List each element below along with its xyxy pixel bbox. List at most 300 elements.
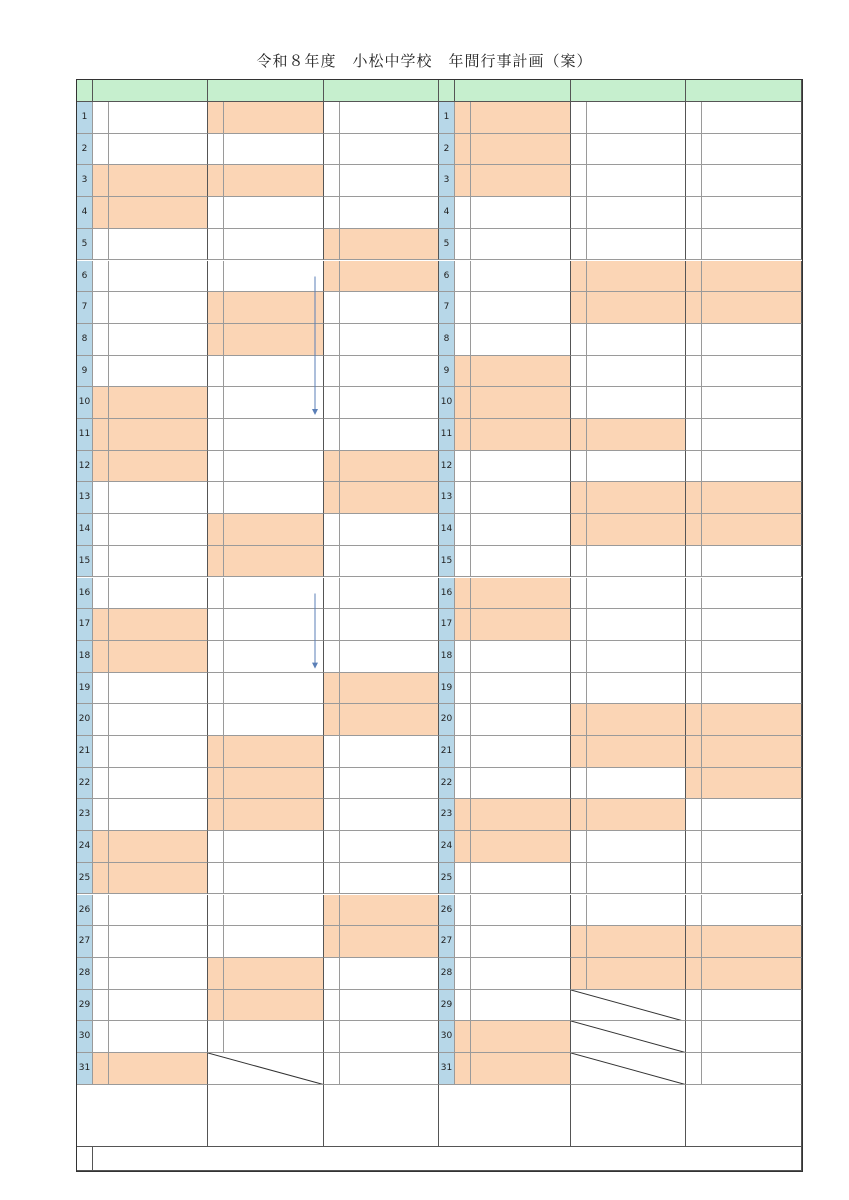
day-number: 4 bbox=[77, 197, 93, 229]
day-number: 13 bbox=[77, 482, 93, 514]
event-cell[interactable] bbox=[224, 673, 324, 705]
day-number: 1 bbox=[439, 102, 455, 134]
event-cell[interactable] bbox=[340, 451, 439, 483]
event-cell[interactable] bbox=[109, 387, 208, 419]
event-cell[interactable] bbox=[340, 134, 439, 166]
event-cell[interactable] bbox=[587, 863, 686, 895]
day-number: 3 bbox=[439, 165, 455, 197]
event-cell[interactable] bbox=[109, 482, 208, 514]
event-cell[interactable] bbox=[340, 704, 439, 736]
event-cell[interactable] bbox=[224, 387, 324, 419]
event-cell[interactable] bbox=[471, 451, 571, 483]
event-cell[interactable] bbox=[224, 768, 324, 800]
day-number: 5 bbox=[439, 229, 455, 261]
weekday-label bbox=[686, 831, 702, 863]
weekday-label bbox=[571, 895, 587, 927]
event-cell[interactable] bbox=[471, 926, 571, 958]
event-cell[interactable] bbox=[109, 926, 208, 958]
day-number: 17 bbox=[439, 609, 455, 641]
event-cell[interactable] bbox=[109, 356, 208, 388]
event-cell[interactable] bbox=[471, 387, 571, 419]
event-cell[interactable] bbox=[224, 102, 324, 134]
event-cell[interactable] bbox=[224, 324, 324, 356]
event-cell[interactable] bbox=[587, 768, 686, 800]
weekday-label bbox=[324, 736, 340, 768]
event-cell[interactable] bbox=[224, 292, 324, 324]
event-cell[interactable] bbox=[702, 704, 802, 736]
weekday-label bbox=[208, 578, 224, 610]
weekday-label bbox=[93, 451, 109, 483]
event-cell[interactable] bbox=[702, 261, 802, 293]
day-number: 19 bbox=[77, 673, 93, 705]
event-cell[interactable] bbox=[471, 831, 571, 863]
weekday-label bbox=[455, 831, 471, 863]
day-number: 26 bbox=[439, 895, 455, 927]
weekday-label bbox=[93, 324, 109, 356]
day-number: 13 bbox=[439, 482, 455, 514]
event-cell[interactable] bbox=[340, 102, 439, 134]
event-cell[interactable] bbox=[471, 197, 571, 229]
event-cell[interactable] bbox=[471, 704, 571, 736]
event-cell[interactable] bbox=[587, 831, 686, 863]
weekday-label bbox=[571, 514, 587, 546]
weekday-label bbox=[686, 641, 702, 673]
weekday-label bbox=[93, 261, 109, 293]
event-cell[interactable] bbox=[109, 863, 208, 895]
weekday-label bbox=[324, 990, 340, 1022]
empty-day-cell bbox=[208, 1053, 324, 1085]
event-cell[interactable] bbox=[340, 641, 439, 673]
weekday-label bbox=[686, 229, 702, 261]
event-cell[interactable] bbox=[587, 197, 686, 229]
event-cell[interactable] bbox=[340, 387, 439, 419]
event-cell[interactable] bbox=[471, 134, 571, 166]
event-cell[interactable] bbox=[340, 324, 439, 356]
event-cell[interactable] bbox=[471, 578, 571, 610]
event-cell[interactable] bbox=[109, 102, 208, 134]
notes-row[interactable] bbox=[93, 1147, 802, 1171]
event-cell[interactable] bbox=[340, 895, 439, 927]
event-cell[interactable] bbox=[109, 197, 208, 229]
event-cell[interactable] bbox=[340, 165, 439, 197]
event-cell[interactable] bbox=[471, 1021, 571, 1053]
day-number: 8 bbox=[77, 324, 93, 356]
weekday-label bbox=[208, 673, 224, 705]
weekday-label bbox=[686, 261, 702, 293]
event-cell[interactable] bbox=[702, 356, 802, 388]
weekday-label bbox=[571, 102, 587, 134]
day-number: 7 bbox=[439, 292, 455, 324]
day-number: 25 bbox=[77, 863, 93, 895]
event-cell[interactable] bbox=[471, 736, 571, 768]
event-cell[interactable] bbox=[702, 1053, 802, 1085]
event-cell[interactable] bbox=[109, 165, 208, 197]
event-cell[interactable] bbox=[224, 482, 324, 514]
weekday-label bbox=[455, 863, 471, 895]
event-cell[interactable] bbox=[340, 990, 439, 1022]
event-cell[interactable] bbox=[109, 990, 208, 1022]
event-cell[interactable] bbox=[471, 292, 571, 324]
event-cell[interactable] bbox=[224, 578, 324, 610]
day-number: 30 bbox=[77, 1021, 93, 1053]
weekday-label bbox=[93, 863, 109, 895]
weekday-label bbox=[324, 1021, 340, 1053]
event-cell[interactable] bbox=[340, 768, 439, 800]
event-cell[interactable] bbox=[702, 229, 802, 261]
weekday-label bbox=[686, 799, 702, 831]
event-cell[interactable] bbox=[587, 799, 686, 831]
event-cell[interactable] bbox=[471, 324, 571, 356]
event-cell[interactable] bbox=[340, 261, 439, 293]
event-cell[interactable] bbox=[224, 609, 324, 641]
event-cell[interactable] bbox=[587, 578, 686, 610]
event-cell[interactable] bbox=[587, 292, 686, 324]
weekday-label bbox=[455, 546, 471, 578]
event-cell[interactable] bbox=[109, 578, 208, 610]
event-cell[interactable] bbox=[471, 895, 571, 927]
event-cell[interactable] bbox=[471, 514, 571, 546]
event-cell[interactable] bbox=[587, 387, 686, 419]
weekday-label bbox=[686, 768, 702, 800]
event-cell[interactable] bbox=[471, 609, 571, 641]
weekday-label bbox=[455, 451, 471, 483]
day-number: 14 bbox=[77, 514, 93, 546]
event-cell[interactable] bbox=[224, 451, 324, 483]
weekday-label bbox=[208, 768, 224, 800]
day-number: 28 bbox=[77, 958, 93, 990]
event-cell[interactable] bbox=[224, 958, 324, 990]
event-cell[interactable] bbox=[471, 546, 571, 578]
event-cell[interactable] bbox=[109, 895, 208, 927]
event-cell[interactable] bbox=[471, 165, 571, 197]
event-cell[interactable] bbox=[702, 673, 802, 705]
weekday-label bbox=[324, 261, 340, 293]
day-number: 15 bbox=[439, 546, 455, 578]
event-cell[interactable] bbox=[587, 704, 686, 736]
weekday-label bbox=[324, 704, 340, 736]
weekday-label bbox=[686, 102, 702, 134]
weekday-label bbox=[324, 324, 340, 356]
event-cell[interactable] bbox=[702, 799, 802, 831]
event-cell[interactable] bbox=[587, 419, 686, 451]
day-number: 11 bbox=[439, 419, 455, 451]
event-cell[interactable] bbox=[587, 482, 686, 514]
event-cell[interactable] bbox=[109, 673, 208, 705]
event-cell[interactable] bbox=[587, 958, 686, 990]
event-cell[interactable] bbox=[587, 165, 686, 197]
day-number: 29 bbox=[77, 990, 93, 1022]
event-cell[interactable] bbox=[340, 1053, 439, 1085]
weekday-label bbox=[455, 419, 471, 451]
weekday-label bbox=[455, 165, 471, 197]
event-cell[interactable] bbox=[471, 261, 571, 293]
weekday-label bbox=[686, 990, 702, 1022]
weekday-label bbox=[455, 261, 471, 293]
weekday-label bbox=[208, 261, 224, 293]
weekday-label bbox=[571, 546, 587, 578]
event-cell[interactable] bbox=[340, 958, 439, 990]
event-cell[interactable] bbox=[109, 641, 208, 673]
event-cell[interactable] bbox=[109, 799, 208, 831]
day-number: 24 bbox=[439, 831, 455, 863]
event-cell[interactable] bbox=[471, 229, 571, 261]
event-cell[interactable] bbox=[702, 134, 802, 166]
weekday-label bbox=[455, 514, 471, 546]
event-cell[interactable] bbox=[702, 165, 802, 197]
event-cell[interactable] bbox=[109, 609, 208, 641]
event-cell[interactable] bbox=[587, 895, 686, 927]
event-cell[interactable] bbox=[587, 641, 686, 673]
weekday-label bbox=[208, 165, 224, 197]
day-number: 23 bbox=[439, 799, 455, 831]
event-cell[interactable] bbox=[471, 419, 571, 451]
event-cell[interactable] bbox=[340, 736, 439, 768]
weekday-label bbox=[571, 831, 587, 863]
event-cell[interactable] bbox=[340, 514, 439, 546]
event-cell[interactable] bbox=[224, 926, 324, 958]
event-cell[interactable] bbox=[702, 514, 802, 546]
event-cell[interactable] bbox=[340, 482, 439, 514]
event-cell[interactable] bbox=[587, 324, 686, 356]
month-summary bbox=[439, 1085, 571, 1147]
event-cell[interactable] bbox=[109, 292, 208, 324]
weekday-label bbox=[93, 673, 109, 705]
event-cell[interactable] bbox=[109, 1053, 208, 1085]
event-cell[interactable] bbox=[224, 419, 324, 451]
event-cell[interactable] bbox=[471, 673, 571, 705]
event-cell[interactable] bbox=[340, 197, 439, 229]
event-cell[interactable] bbox=[340, 546, 439, 578]
event-cell[interactable] bbox=[109, 419, 208, 451]
weekday-label bbox=[324, 229, 340, 261]
event-cell[interactable] bbox=[587, 229, 686, 261]
weekday-label bbox=[93, 197, 109, 229]
header-spacer bbox=[77, 80, 93, 102]
event-cell[interactable] bbox=[224, 799, 324, 831]
event-cell[interactable] bbox=[587, 736, 686, 768]
event-cell[interactable] bbox=[340, 229, 439, 261]
weekday-label bbox=[455, 736, 471, 768]
event-cell[interactable] bbox=[224, 831, 324, 863]
event-cell[interactable] bbox=[702, 292, 802, 324]
event-cell[interactable] bbox=[109, 451, 208, 483]
event-cell[interactable] bbox=[224, 863, 324, 895]
event-cell[interactable] bbox=[224, 514, 324, 546]
weekday-label bbox=[686, 609, 702, 641]
day-number: 10 bbox=[77, 387, 93, 419]
event-cell[interactable] bbox=[702, 895, 802, 927]
weekday-label bbox=[324, 514, 340, 546]
event-cell[interactable] bbox=[471, 1053, 571, 1085]
event-cell[interactable] bbox=[702, 578, 802, 610]
event-cell[interactable] bbox=[471, 356, 571, 388]
event-cell[interactable] bbox=[702, 419, 802, 451]
event-cell[interactable] bbox=[587, 451, 686, 483]
event-cell[interactable] bbox=[702, 863, 802, 895]
event-cell[interactable] bbox=[702, 546, 802, 578]
event-cell[interactable] bbox=[702, 609, 802, 641]
event-cell[interactable] bbox=[587, 926, 686, 958]
weekday-label bbox=[571, 261, 587, 293]
event-cell[interactable] bbox=[587, 514, 686, 546]
weekday-label bbox=[455, 641, 471, 673]
day-number: 15 bbox=[77, 546, 93, 578]
event-cell[interactable] bbox=[340, 419, 439, 451]
event-cell[interactable] bbox=[471, 799, 571, 831]
weekday-label bbox=[455, 356, 471, 388]
event-cell[interactable] bbox=[224, 261, 324, 293]
event-cell[interactable] bbox=[471, 641, 571, 673]
event-cell[interactable] bbox=[224, 229, 324, 261]
event-cell[interactable] bbox=[471, 863, 571, 895]
annual-calendar bbox=[76, 79, 803, 1172]
event-cell[interactable] bbox=[702, 451, 802, 483]
weekday-label bbox=[208, 292, 224, 324]
weekday-label bbox=[324, 768, 340, 800]
event-cell[interactable] bbox=[587, 356, 686, 388]
event-cell[interactable] bbox=[587, 673, 686, 705]
event-cell[interactable] bbox=[702, 1021, 802, 1053]
event-cell[interactable] bbox=[702, 324, 802, 356]
event-cell[interactable] bbox=[702, 102, 802, 134]
day-number: 21 bbox=[439, 736, 455, 768]
event-cell[interactable] bbox=[224, 134, 324, 166]
event-cell[interactable] bbox=[587, 261, 686, 293]
day-number: 4 bbox=[439, 197, 455, 229]
event-cell[interactable] bbox=[702, 197, 802, 229]
event-cell[interactable] bbox=[587, 609, 686, 641]
event-cell[interactable] bbox=[702, 831, 802, 863]
weekday-label bbox=[324, 387, 340, 419]
weekday-label bbox=[93, 546, 109, 578]
weekday-label bbox=[324, 1053, 340, 1085]
event-cell[interactable] bbox=[587, 102, 686, 134]
weekday-label bbox=[686, 419, 702, 451]
event-cell[interactable] bbox=[224, 356, 324, 388]
event-cell[interactable] bbox=[340, 799, 439, 831]
event-cell[interactable] bbox=[340, 831, 439, 863]
event-cell[interactable] bbox=[224, 197, 324, 229]
event-cell[interactable] bbox=[224, 990, 324, 1022]
event-cell[interactable] bbox=[702, 958, 802, 990]
event-cell[interactable] bbox=[109, 261, 208, 293]
event-cell[interactable] bbox=[471, 768, 571, 800]
event-cell[interactable] bbox=[340, 609, 439, 641]
day-number: 27 bbox=[439, 926, 455, 958]
event-cell[interactable] bbox=[702, 482, 802, 514]
event-cell[interactable] bbox=[224, 736, 324, 768]
event-cell[interactable] bbox=[702, 387, 802, 419]
event-cell[interactable] bbox=[109, 704, 208, 736]
weekday-label bbox=[324, 482, 340, 514]
weekday-label bbox=[208, 1021, 224, 1053]
event-cell[interactable] bbox=[224, 1021, 324, 1053]
event-cell[interactable] bbox=[702, 736, 802, 768]
day-number: 30 bbox=[439, 1021, 455, 1053]
weekday-label bbox=[455, 197, 471, 229]
day-number: 26 bbox=[77, 895, 93, 927]
event-cell[interactable] bbox=[340, 356, 439, 388]
weekday-label bbox=[455, 673, 471, 705]
event-cell[interactable] bbox=[340, 578, 439, 610]
weekday-label bbox=[455, 926, 471, 958]
weekday-label bbox=[208, 387, 224, 419]
weekday-label bbox=[571, 482, 587, 514]
weekday-label bbox=[686, 863, 702, 895]
event-cell[interactable] bbox=[471, 990, 571, 1022]
day-number: 18 bbox=[77, 641, 93, 673]
day-number: 8 bbox=[439, 324, 455, 356]
event-cell[interactable] bbox=[109, 736, 208, 768]
event-cell[interactable] bbox=[587, 546, 686, 578]
event-cell[interactable] bbox=[109, 229, 208, 261]
event-cell[interactable] bbox=[109, 958, 208, 990]
weekday-label bbox=[93, 609, 109, 641]
weekday-label bbox=[93, 926, 109, 958]
month-summary bbox=[77, 1085, 208, 1147]
event-cell[interactable] bbox=[224, 165, 324, 197]
event-cell[interactable] bbox=[109, 831, 208, 863]
day-number: 23 bbox=[77, 799, 93, 831]
event-cell[interactable] bbox=[224, 704, 324, 736]
event-cell[interactable] bbox=[224, 895, 324, 927]
event-cell[interactable] bbox=[340, 926, 439, 958]
event-cell[interactable] bbox=[340, 1021, 439, 1053]
weekday-label bbox=[686, 1021, 702, 1053]
weekday-label bbox=[571, 197, 587, 229]
weekday-label bbox=[324, 673, 340, 705]
weekday-label bbox=[571, 229, 587, 261]
weekday-label bbox=[686, 356, 702, 388]
event-cell[interactable] bbox=[702, 768, 802, 800]
day-number: 6 bbox=[77, 261, 93, 293]
event-cell[interactable] bbox=[702, 641, 802, 673]
month-header-mar bbox=[686, 80, 802, 102]
weekday-label bbox=[324, 451, 340, 483]
page-title: 令和８年度 小松中学校 年間行事計画（案） bbox=[256, 52, 593, 70]
weekday-label bbox=[208, 990, 224, 1022]
event-cell[interactable] bbox=[340, 863, 439, 895]
event-cell[interactable] bbox=[471, 482, 571, 514]
month-header-feb bbox=[571, 80, 686, 102]
event-cell[interactable] bbox=[224, 641, 324, 673]
event-cell[interactable] bbox=[340, 673, 439, 705]
day-number: 3 bbox=[77, 165, 93, 197]
event-cell[interactable] bbox=[109, 514, 208, 546]
event-cell[interactable] bbox=[109, 134, 208, 166]
weekday-label bbox=[686, 578, 702, 610]
weekday-label bbox=[208, 641, 224, 673]
day-number: 12 bbox=[77, 451, 93, 483]
event-cell[interactable] bbox=[340, 292, 439, 324]
event-cell[interactable] bbox=[109, 768, 208, 800]
event-cell[interactable] bbox=[109, 546, 208, 578]
weekday-label bbox=[324, 292, 340, 324]
weekday-label bbox=[686, 134, 702, 166]
weekday-label bbox=[208, 324, 224, 356]
event-cell[interactable] bbox=[109, 324, 208, 356]
event-cell[interactable] bbox=[224, 546, 324, 578]
weekday-label bbox=[93, 387, 109, 419]
event-cell[interactable] bbox=[471, 958, 571, 990]
event-cell[interactable] bbox=[587, 134, 686, 166]
day-number: 20 bbox=[77, 704, 93, 736]
day-number: 28 bbox=[439, 958, 455, 990]
event-cell[interactable] bbox=[702, 926, 802, 958]
event-cell[interactable] bbox=[702, 990, 802, 1022]
event-cell[interactable] bbox=[471, 102, 571, 134]
event-cell[interactable] bbox=[109, 1021, 208, 1053]
